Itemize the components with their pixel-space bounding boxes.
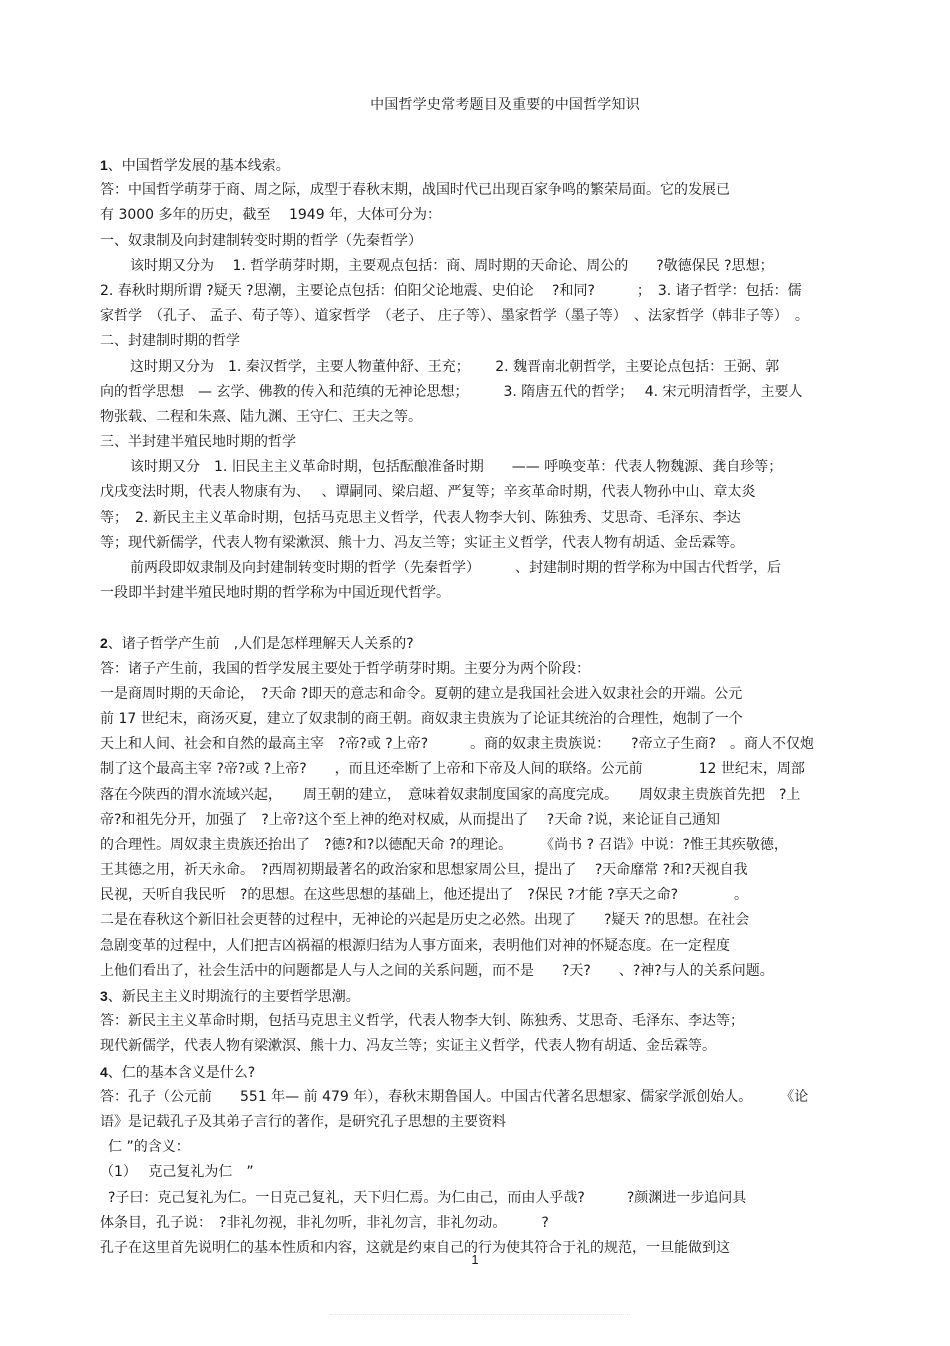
line-text: 一段即半封建半殖民地时期的哲学称为中国近现代哲学。 xyxy=(100,585,450,602)
text-line xyxy=(100,682,910,707)
text-line xyxy=(100,908,910,933)
line-text: 天上和人间、社会和自然的最高主宰 ?帝?或 ?上帝? 。商的奴隶主贵族说： ?帝立子生商? 。商人不仅炮 xyxy=(100,736,815,753)
text-line xyxy=(100,783,910,808)
text-line xyxy=(100,203,910,228)
line-text: 急剧变革的过程中，人们把吉凶祸福的根源归结为人事方面来，表明他们对神的怀疑态度。在一定程度 xyxy=(100,937,730,954)
line-text: 、仁的基本含义是什么? xyxy=(107,1064,256,1081)
line-text: 答：孔子（公元前 551 年— 前 479 年），春秋末期鲁国人。中国古代著名思想家、儒家学派创始人。 《论 xyxy=(100,1088,809,1105)
line-text: 民视，天听自我民听 ?的思想。在这些思想的基础上，他还提出了 ?保民 ?才能 ?享天之命? 。 xyxy=(100,887,749,904)
line-text: 答：新民主主义革命时期，包括马克思主义哲学，代表人物李大钊、陈独秀、艾思奇、毛泽东、李达等； xyxy=(100,1013,744,1030)
document-title: 中国哲学史常考题目及重要的中国哲学知识 xyxy=(370,97,640,113)
text-line xyxy=(100,178,910,203)
text-line xyxy=(100,229,910,254)
text-line xyxy=(100,506,910,531)
line-text: 该时期又分 1. 旧民主主义革命时期，包括酝酿准备时期 —— 呼唤变革：代表人物魏源、龚自珍等； xyxy=(130,459,783,476)
text-line xyxy=(100,934,910,959)
text-line xyxy=(100,1085,910,1110)
line-text: 戊戌变法时期，代表人物康有为、 、谭嗣同、梁启超、严复等；辛亥革命时期，代表人物孙中山、章太炎 xyxy=(100,484,756,501)
text-line xyxy=(100,808,910,833)
line-text: 等；现代新儒学，代表人物有梁漱溟、熊十力、冯友兰等；实证主义哲学，代表人物有胡适、金岳霖等。 xyxy=(100,534,744,551)
question-number: 2 xyxy=(100,635,108,652)
line-text: 三、半封建半殖民地时期的哲学 xyxy=(100,434,296,451)
line-text: 、新民主主义时期流行的主要哲学思潮。 xyxy=(107,989,360,1005)
line-text: 语》是记载孔子及其弟子言行的著作，是研究孔子思想的主要资料 xyxy=(100,1113,506,1130)
line-text: 一、奴隶制及向封建制转变时期的哲学（先秦哲学） xyxy=(100,232,422,249)
text-line xyxy=(100,1009,910,1034)
line-text: 答：中国哲学萌芽于商、周之际，成型于春秋末期，战国时代已出现百家争鸣的繁荣局面。它的发展已 xyxy=(100,182,730,199)
text-line xyxy=(100,757,910,782)
line-text: 王其德之用，祈天永命。 ?西周初期最著名的政治家和思想家周公旦，提出了 ?天命靡常 ?和?天视自我 xyxy=(100,862,748,879)
text-line xyxy=(100,254,910,279)
line-text: 的合理性。周奴隶主贵族还抬出了 ?德?和?以德配天命 ?的理论。 《尚书 ? 召诰》中说：?惟王其疾敬德， xyxy=(100,836,788,853)
text-line xyxy=(100,329,910,354)
text-line xyxy=(100,1034,910,1059)
text-line xyxy=(100,531,910,556)
line-text: 二是在春秋这个新旧社会更替的过程中，无神论的兴起是历史之必然。出现了 ?疑天 ?的思想。在社会 xyxy=(100,912,750,929)
text-line xyxy=(100,1135,910,1160)
page-number: 1 xyxy=(471,1252,479,1267)
text-line xyxy=(100,707,910,732)
line-text: 现代新儒学，代表人物有梁漱溟、熊十力、冯友兰等；实证主义哲学，代表人物有胡适、金岳霖等。 xyxy=(100,1038,716,1055)
footer-divider xyxy=(330,1314,630,1319)
text-line xyxy=(100,1186,910,1211)
question-number: 1 xyxy=(100,157,108,173)
text-line xyxy=(100,581,910,606)
question-heading xyxy=(100,153,910,178)
text-line xyxy=(100,355,910,380)
text-line xyxy=(100,858,910,883)
line-text: 2. 春秋时期所谓 ?疑天 ?思潮，主要论点包括：伯阳父论地震、史伯论 ?和同? ； 3. 诸子哲学：包括：儒 xyxy=(100,282,802,299)
line-text: 这时期又分为 1. 秦汉哲学，主要人物董仲舒、王充； 2. 魏晋南北朝哲学，主要论点包括：王弼、郭 xyxy=(130,358,780,375)
line-text: 体条目，孔子说： ?非礼勿视，非礼勿听，非礼勿言，非礼勿动。 ? xyxy=(100,1214,549,1231)
text-line xyxy=(100,304,910,329)
paragraph-gap xyxy=(100,606,910,631)
line-text: 前 17 世纪末，商汤灭夏，建立了奴隶制的商王朝。商奴隶主贵族为了论证其统治的合理性，炮制了一个 xyxy=(100,710,743,727)
line-text: 、中国哲学发展的基本线索。 xyxy=(107,158,290,174)
text-line xyxy=(100,556,910,581)
text-line xyxy=(100,480,910,505)
line-text: 上他们看出了，社会生活中的问题都是人与人之间的关系问题，而不是 ?天? 、?神?与人的关系问题。 xyxy=(100,962,774,979)
text-line xyxy=(100,455,910,480)
text-line xyxy=(100,883,910,908)
text-line xyxy=(100,1110,910,1135)
line-text: 孔子在这里首先说明仁的基本性质和内容，这就是约束自己的行为使其符合于礼的规范，一旦能做到这 xyxy=(100,1239,730,1256)
document-body xyxy=(100,153,910,1261)
line-text: 物张载、二程和朱熹、陆九渊、王守仁、王夫之等。 xyxy=(100,408,422,425)
question-heading xyxy=(100,1060,910,1085)
line-text: 家哲学 （孔子、 孟子、荀子等）、道家哲学 （老子、 庄子等）、墨家哲学（墨子等） 、法家哲学（韩非子等） 。 xyxy=(100,308,809,325)
line-text: （1） 克己复礼为仁 ” xyxy=(100,1164,254,1181)
question-number: 4 xyxy=(100,1063,108,1080)
line-text: ?子曰：克己复礼为仁。一日克己复礼，天下归仁焉。为仁由己，而由人乎哉? ?颜渊进一步追问具 xyxy=(108,1189,747,1206)
line-text: 仁 ”的含义： xyxy=(108,1139,190,1156)
line-text: 落在今陕西的渭水流域兴起， 周王朝的建立， 意味着奴隶制度国家的高度完成。 周奴隶主贵族首先把 ?上 xyxy=(100,786,801,803)
line-text: 等； 2. 新民主主义革命时期，包括马克思主义哲学，代表人物李大钊、陈独秀、艾思奇、毛泽东、李达 xyxy=(100,509,741,526)
text-line xyxy=(100,732,910,757)
line-text: 二、封建制时期的哲学 xyxy=(100,333,240,350)
line-text: 向的哲学思想 — 玄学、佛教的传入和范缜的无神论思想； 3. 隋唐五代的哲学； 4. 宋元明清哲学，主要人 xyxy=(100,383,803,400)
text-line xyxy=(100,1160,910,1185)
line-text: 答：诸子产生前，我国的哲学发展主要处于哲学萌芽时期。主要分为两个阶段： xyxy=(100,660,590,677)
text-line xyxy=(100,430,910,455)
line-text: 帝?和祖先分开，加强了 ?上帝?这个至上神的绝对权威，从而提出了 ?天命 ?说，来论证自己通知 xyxy=(100,811,721,828)
line-text: 一是商周时期的天命论， ?天命 ?即天的意志和命令。夏朝的建立是我国社会进入奴隶社会的开端。公元 xyxy=(100,685,743,702)
question-number: 3 xyxy=(100,988,108,1004)
line-text: 该时期又分为 1. 哲学萌芽时期，主要观点包括：商、周时期的天命论、周公的 ?敬德保民 ?思想； xyxy=(130,257,774,274)
question-heading xyxy=(100,984,910,1009)
text-line xyxy=(100,959,910,984)
text-line xyxy=(100,657,910,682)
text-line xyxy=(100,405,910,430)
question-heading xyxy=(100,631,910,656)
line-text: 、诸子哲学产生前 ,人们是怎样理解天人关系的? xyxy=(107,636,414,653)
line-text: 有 3000 多年的历史，截至 1949 年，大体可分为： xyxy=(100,207,442,224)
text-line xyxy=(100,1211,910,1236)
line-text: 制了这个最高主宰 ?帝?或 ?上帝? ，而且还牵断了上帝和下帝及人间的联络。公元前 12 世纪末，周部 xyxy=(100,761,805,778)
text-line xyxy=(100,279,910,304)
text-line xyxy=(100,833,910,858)
line-text: 前两段即奴隶制及向封建制转变时期的哲学（先秦哲学） 、封建制时期的哲学称为中国古代哲学，后 xyxy=(130,560,781,576)
text-line xyxy=(100,380,910,405)
